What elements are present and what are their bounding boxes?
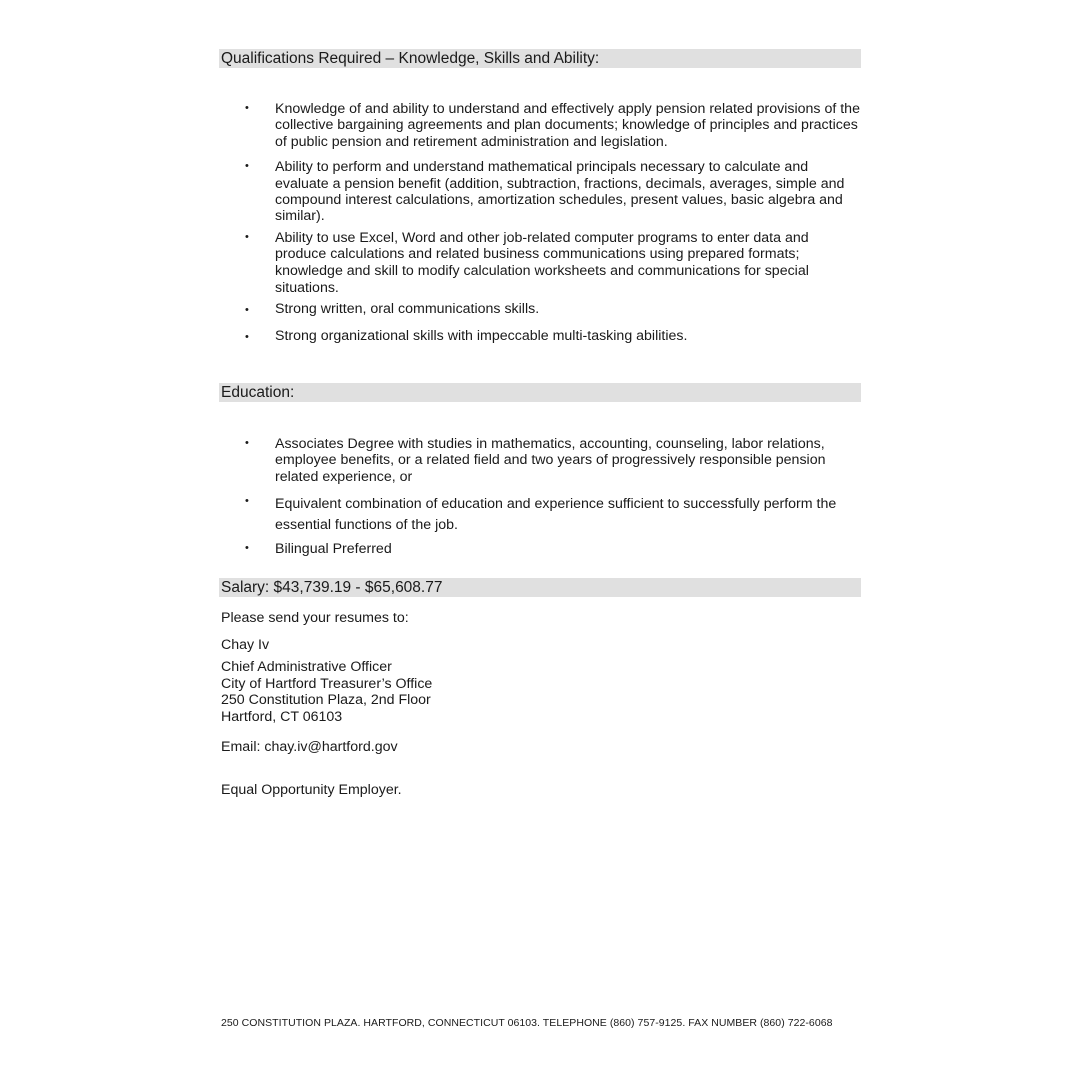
bullet-icon: • (245, 230, 249, 243)
bullet-icon: • (245, 304, 249, 317)
equal-opportunity-statement: Equal Opportunity Employer. (221, 781, 402, 798)
list-item: • Knowledge of and ability to understand and effectively apply pension related provisions of the collective bargaining agreements and plan documents; knowledge of principles and practices of public pension and retirement administration and legislation. (245, 101, 860, 150)
list-item: • Bilingual Preferred (245, 541, 392, 558)
contact-street: 250 Constitution Plaza, 2nd Floor (221, 692, 431, 709)
bullet-icon: • (245, 102, 249, 114)
list-item: • Strong written, oral communications skills. (245, 301, 540, 318)
contact-name: Chay Iv (221, 637, 270, 654)
education-list (219, 436, 861, 558)
salary-heading: Salary: $43,739.19 - $65,608.77 (219, 578, 861, 597)
list-item: • Ability to use Excel, Word and other job-related computer programs to enter data and produce calculations and related business communications using prepared formats; knowledge and skill to modify calculation worksheets and communications for special situations. (245, 229, 809, 296)
resume-instructions: Please send your resumes to: (221, 609, 409, 626)
qualifications-heading: Qualifications Required – Knowledge, Skills and Ability: (219, 49, 861, 68)
bullet-icon: • (245, 542, 249, 555)
list-item: • Equivalent combination of education and experience sufficient to successfully perform the essential functions of the job. (245, 495, 837, 534)
bullet-icon: • (245, 437, 249, 450)
contact-city: Hartford, CT 06103 (221, 708, 343, 725)
qualifications-list (219, 101, 861, 344)
list-item: • Ability to perform and understand mathematical principals necessary to calculate and evaluate a pension benefit (addition, subtraction, fractions, decimals, averages, simple and compound interest calculations, amortization schedules, present values, basic algebra and similar). (245, 159, 845, 225)
list-item: • Associates Degree with studies in mathematics, accounting, counseling, labor relations, employee benefits, or a related field and two years of progressively responsible pension related experience, or (245, 436, 826, 485)
contact-email[interactable]: Email: chay.iv@hartford.gov (221, 739, 398, 756)
contact-title: Chief Administrative Officer (221, 659, 392, 676)
page-footer: 250 CONSTITUTION PLAZA. HARTFORD, CONNECTICUT 06103. TELEPHONE (860) 757-9125. FAX NUMBER (860) 722-6068 (221, 1017, 833, 1029)
contact-office: City of Hartford Treasurer’s Office (221, 675, 433, 692)
education-heading: Education: (219, 383, 861, 402)
document-page (219, 49, 861, 798)
bullet-icon: • (245, 495, 249, 508)
list-item: • Strong organizational skills with impeccable multi-tasking abilities. (245, 327, 688, 344)
bullet-icon: • (245, 160, 249, 173)
bullet-icon: • (245, 330, 249, 343)
